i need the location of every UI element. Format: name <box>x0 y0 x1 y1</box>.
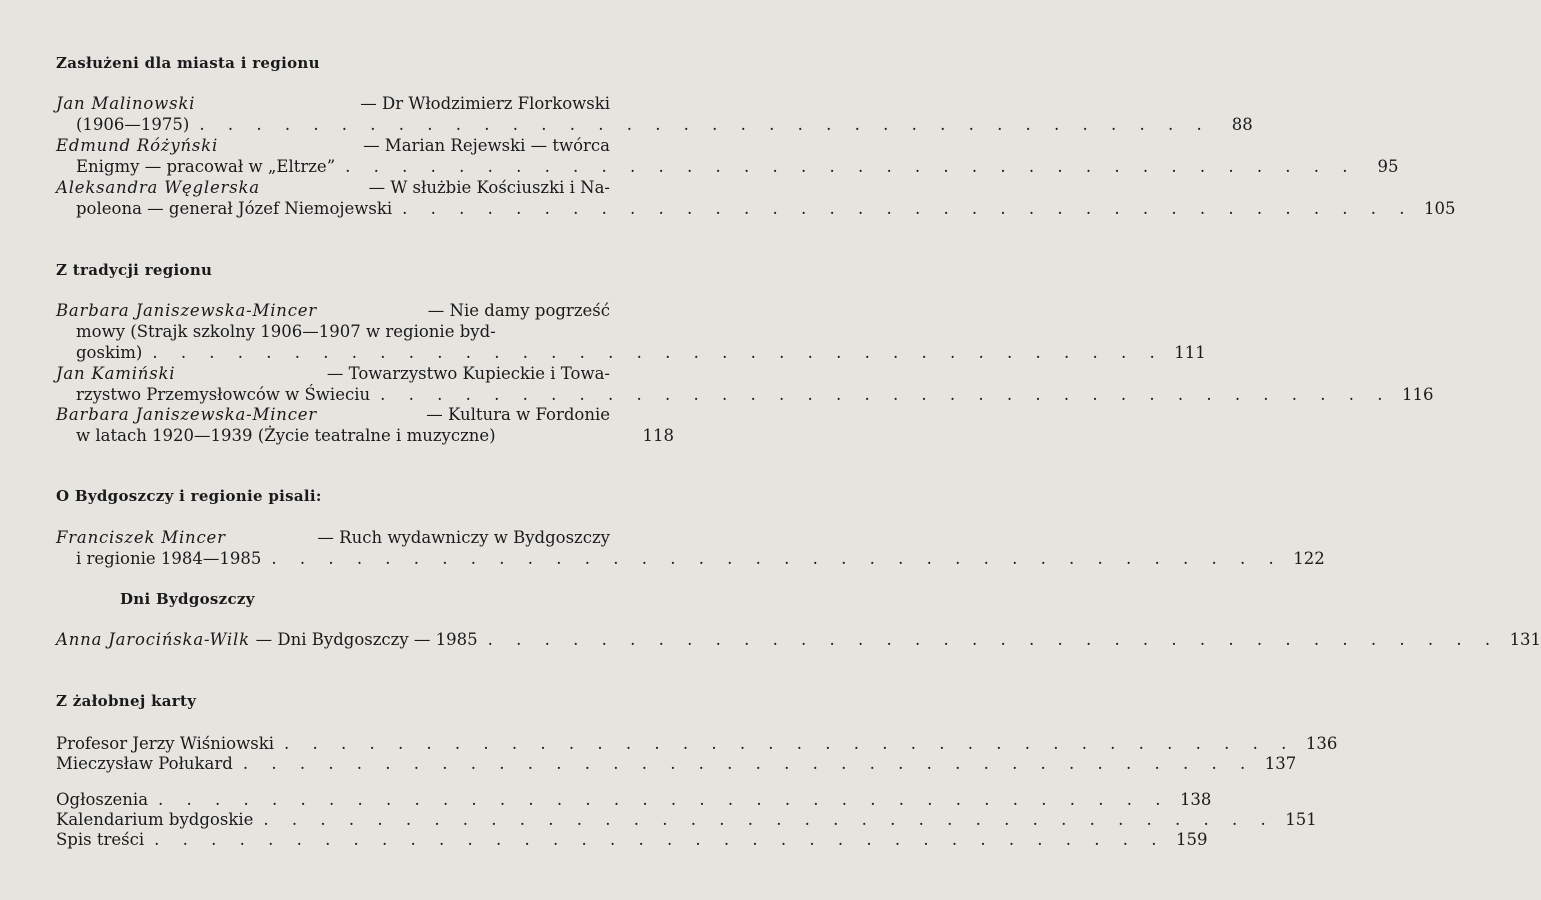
entry-author: Edmund Różyński <box>56 136 219 155</box>
entry-title: poleona — generał Józef Niemojewski <box>76 199 393 218</box>
toc-entry-line <box>56 829 1208 850</box>
toc-entry-line <box>56 789 1212 810</box>
toc-entry-line <box>56 809 1317 830</box>
section-heading: O Bydgoszczy i regionie pisali: <box>56 487 322 505</box>
entry-title: — Dni Bydgoszczy — 1985 <box>255 630 478 649</box>
dot-leader: . . . . . . . . . . . . . . . . . . . . . . . . . . . . . . . . . . . . <box>487 630 1500 649</box>
page-number: 122 <box>1293 549 1325 568</box>
toc-entry-line <box>56 300 674 321</box>
toc-entry-line <box>76 156 1399 177</box>
toc-entry-line <box>76 198 1456 219</box>
dot-leader: . . . . . . . . . . . . . . . . . . . . . . . . . . . . . . . . . . . . <box>199 115 1211 134</box>
entry-title: — Nie damy pogrześć <box>427 301 610 320</box>
toc-entry-line <box>76 342 1206 363</box>
dot-leader: . . . . . . . . . . . . . . . . . . . . . . . . . . . . . . . . . . . . <box>283 734 1296 753</box>
entry-author: Aleksandra Węglerska <box>56 178 260 197</box>
dot-leader: . . . . . . . . . . . . . . . . . . . . . . . . . . . . . . . . . . . . <box>154 830 1166 849</box>
toc-entry-line <box>56 93 674 114</box>
entry-title: — Ruch wydawniczy w Bydgoszczy <box>317 528 610 547</box>
toc-entry-line <box>56 527 674 548</box>
page-number: 131 <box>1509 630 1541 649</box>
dot-leader: . . . . . . . . . . . . . . . . . . . . . . . . . . . . . . . . . . . . <box>152 343 1164 362</box>
page-number: 111 <box>1174 343 1206 362</box>
dot-leader: . . . . . . . . . . . . . . . . . . . . . . . . . . . . . . . . . . . . <box>263 810 1275 829</box>
page-number: 88 <box>1231 115 1253 134</box>
entry-title: — Dr Włodzimierz Florkowski <box>360 94 610 113</box>
toc-entry-line <box>76 548 1325 569</box>
page-number: 95 <box>1377 157 1399 176</box>
toc-entry-line <box>56 177 674 198</box>
section-heading: Dni Bydgoszczy <box>120 590 255 608</box>
entry-title: Ogłoszenia <box>56 790 149 809</box>
entry-title: Profesor Jerzy Wiśniowski <box>56 734 274 753</box>
entry-title: Spis treści <box>56 830 145 849</box>
dot-leader: . . . . . . . . . . . . . . . . . . . . . . . . . . . . . . . . . . . . <box>345 157 1357 176</box>
toc-entry-line <box>56 404 674 425</box>
dot-leader: . . . . . . . . . . . . . . . . . . . . . . . . . . . . . . . . . . . . <box>242 754 1255 773</box>
entry-author: Jan Kamiński <box>56 364 176 383</box>
toc-entry-line <box>56 363 674 384</box>
page-number: 105 <box>1424 199 1456 218</box>
entry-author: Jan Malinowski <box>56 94 196 113</box>
section-heading: Z tradycji regionu <box>56 261 213 279</box>
entry-title: rzystwo Przemysłowców w Świeciu <box>76 385 371 404</box>
toc-entry-line <box>76 114 1253 135</box>
entry-title: Enigmy — pracował w „Eltrze” <box>76 157 336 176</box>
entry-title: goskim) <box>76 343 143 362</box>
entry-author: Franciszek Mincer <box>56 528 226 547</box>
toc-entry-line <box>76 321 674 342</box>
entry-title: — Marian Rejewski — twórca <box>363 136 610 155</box>
page-number: 116 <box>1402 385 1434 404</box>
page-number: 159 <box>1176 830 1208 849</box>
entry-title: Mieczysław Połukard <box>56 754 233 773</box>
dot-leader: . . . . . . . . . . . . . . . . . . . . . . . . . . . . . . . . . . . . <box>402 199 1414 218</box>
entry-title: Kalendarium bydgoskie <box>56 810 254 829</box>
entry-author: Anna Jarocińska-Wilk <box>56 630 250 649</box>
entry-author: Barbara Janiszewska-Mincer <box>56 405 317 424</box>
toc-entry-line <box>76 425 674 446</box>
entry-title: — Towarzystwo Kupieckie i Towa- <box>326 364 610 383</box>
entry-author: Barbara Janiszewska-Mincer <box>56 301 317 320</box>
entry-title: w latach 1920—1939 (Życie teatralne i muzyczne) <box>76 426 496 445</box>
dot-leader: . . . . . . . . . . . . . . . . . . . . . . . . . . . . . . . . . . . . <box>380 385 1392 404</box>
entry-title: — W służbie Kościuszki i Na- <box>368 178 610 197</box>
dot-leader: . . . . . . . . . . . . . . . . . . . . . . . . . . . . . . . . . . . . <box>158 790 1170 809</box>
entry-title: i regionie 1984—1985 <box>76 549 262 568</box>
section-heading: Z żałobnej karty <box>56 692 197 710</box>
dot-leader: . . . . . . . . . . . . . . . . . . . . . . . . . . . . . . . . . . . . <box>271 549 1283 568</box>
page-number: 138 <box>1179 790 1212 809</box>
toc-entry-line <box>56 135 674 156</box>
toc-entry-line <box>76 384 1434 405</box>
entry-title: mowy (Strajk szkolny 1906—1907 w regionie byd- <box>76 322 496 341</box>
page-number: 137 <box>1264 754 1297 773</box>
page-number: 118 <box>642 426 674 445</box>
section-heading: Zasłużeni dla miasta i regionu <box>56 54 320 72</box>
page-number: 151 <box>1285 810 1317 829</box>
toc-entry-line <box>56 753 1297 774</box>
entry-title: — Kultura w Fordonie <box>426 405 610 424</box>
toc-entry-line <box>56 629 1541 650</box>
toc-entry-line <box>56 733 1338 754</box>
entry-title: (1906—1975) <box>76 115 190 134</box>
page-number: 136 <box>1305 734 1338 753</box>
